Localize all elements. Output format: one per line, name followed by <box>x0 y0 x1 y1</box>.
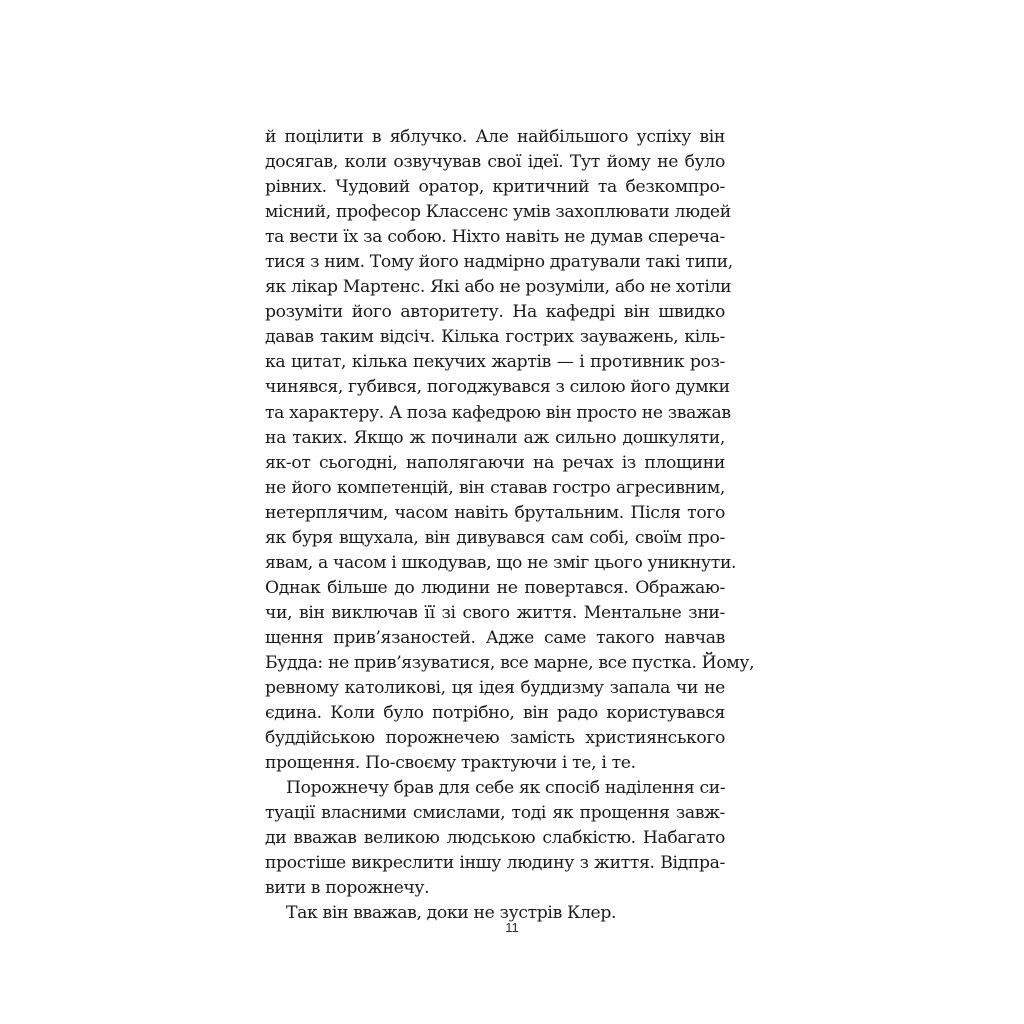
text-line: та вести їх за собою. Ніхто навіть не думав спереча- <box>265 227 725 248</box>
text-line: єдина. Коли було потрібно, він радо користувався <box>265 703 725 724</box>
text-line: вити в порожнечу. <box>265 878 430 899</box>
text-line: на таких. Якщо ж починали аж сильно дошкуляти, <box>265 427 725 448</box>
text-line: й поцілити в яблучко. Але найбільшого успіху він <box>265 127 725 147</box>
text-line: не його компетенцій, він ставав гостро агресивним, <box>265 477 725 498</box>
text-line: ди вважав великою людською слабкістю. Набагато <box>265 828 725 849</box>
text-line: рівних. Чудовий оратор, критичний та безкомпро- <box>265 177 725 198</box>
text-line: прощення. По-своєму трактуючи і те, і те. <box>265 753 636 774</box>
text-line: як-от сьогодні, наполягаючи на речах із площини <box>265 452 725 473</box>
text-line: нетерплячим, часом навіть брутальним. Після того <box>265 502 725 523</box>
page-number: 11 <box>505 920 519 935</box>
text-line: як лікар Мартенс. Які або не розуміли, або не хотіли <box>265 277 732 298</box>
paragraph-1 <box>265 125 755 776</box>
text-line: тися з ним. Тому його надмірно дратували такі типи, <box>265 252 733 273</box>
text-line: місний, професор Классенс умів захоплювати людей <box>265 202 731 223</box>
text-line: Порожнечу брав для себе як спосіб наділення си- <box>286 778 726 799</box>
text-line: ревному католикові, ця ідея буддизму запала чи не <box>265 678 725 699</box>
text-line: чи, він виключав її зі свого життя. Ментальне зни- <box>265 602 725 623</box>
text-line: простіше викреслити іншу людину з життя. Відпра- <box>265 853 725 874</box>
text-line: Однак більше до людини не повертався. Ображаю- <box>265 577 725 598</box>
text-line: ка цитат, кілька пекучих жартів — і противник роз- <box>265 352 725 373</box>
text-line: розуміти його авторитету. На кафедрі він швидко <box>265 302 725 323</box>
text-line: явам, а часом і шкодував, що не зміг цього уникнути. <box>265 552 737 573</box>
text-line: чинявся, губився, погоджувався з силою його думки <box>265 377 730 398</box>
text-line: туації власними смислами, тоді як прощення завж- <box>265 803 725 824</box>
text-line: давав таким відсіч. Кілька гострих зауважень, кіль- <box>265 327 725 348</box>
text-line: досягав, коли озвучував свої ідеї. Тут йому не було <box>265 152 725 173</box>
text-line: щення прив’язаностей. Адже саме такого навчав <box>265 627 725 648</box>
paragraph-2 <box>265 776 725 901</box>
text-line: та характеру. А поза кафедрою він просто не зважав <box>265 402 731 423</box>
text-line: буддійською порожнечею замість християнського <box>265 728 725 749</box>
text-line: Так він вважав, доки не зустрів Клер. <box>286 903 617 924</box>
body-text <box>265 125 755 927</box>
text-line: як буря вщухала, він дивувався сам собі, своїм про- <box>265 527 725 548</box>
text-line: Будда: не прив’язуватися, все марне, все пустка. Йому, <box>265 652 755 673</box>
